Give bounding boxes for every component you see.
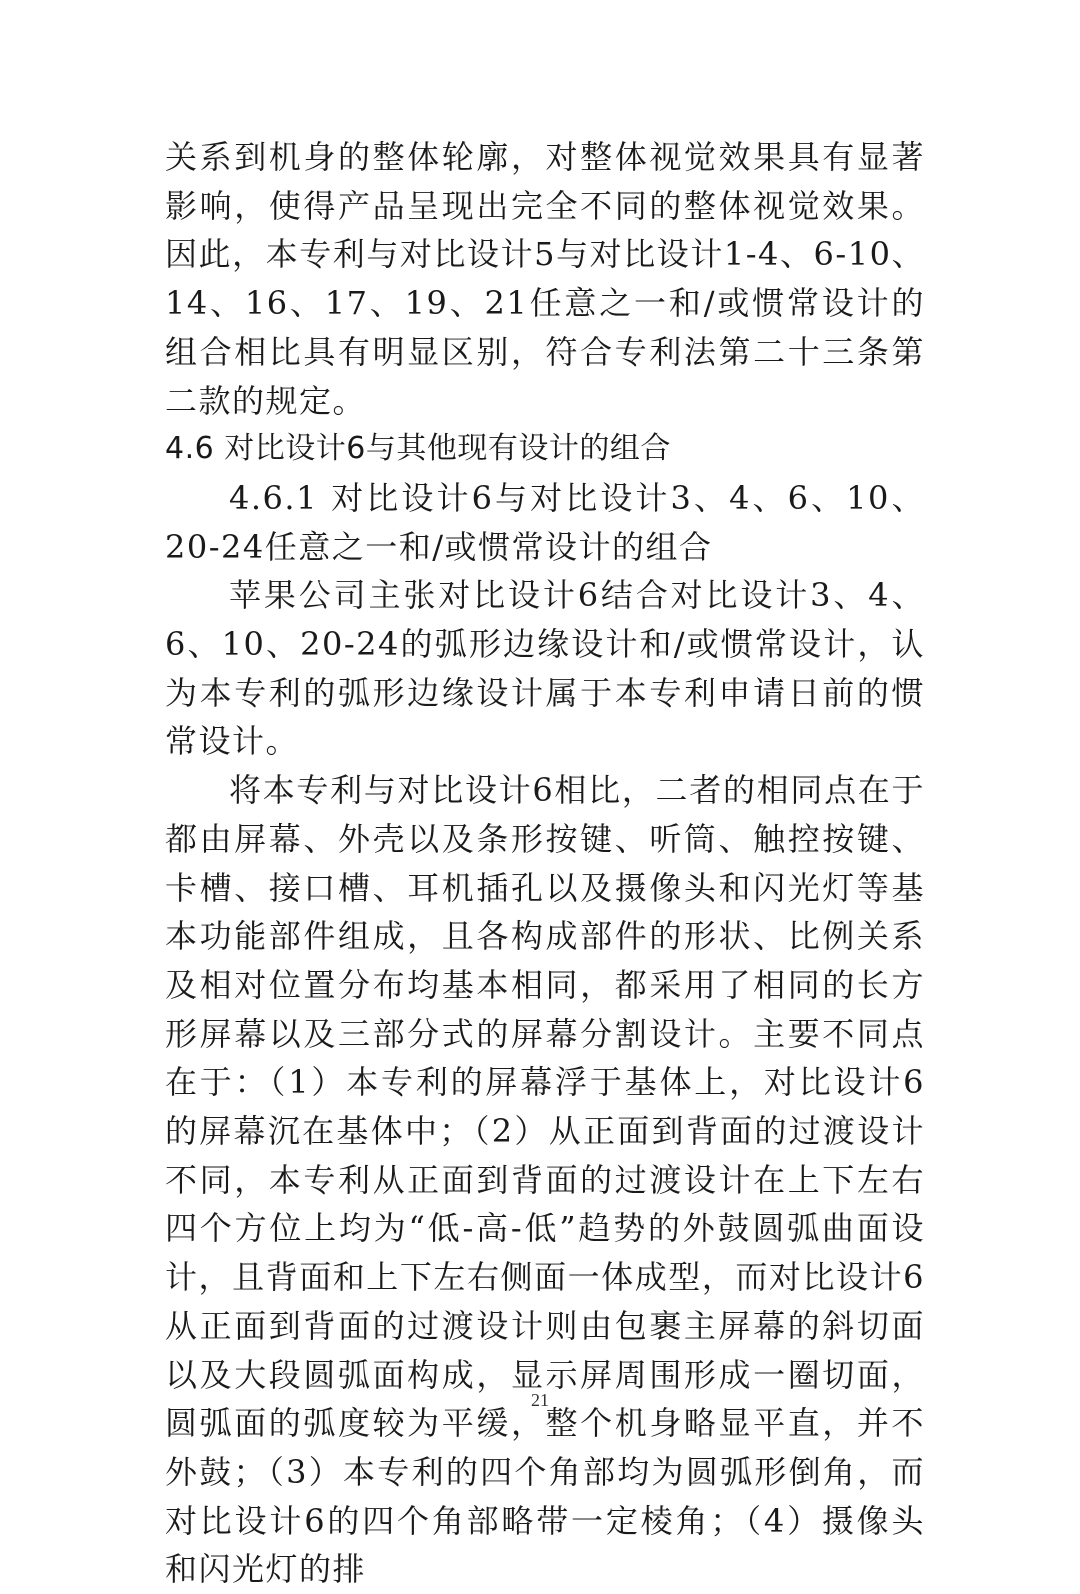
paragraph-apple-claim: 苹果公司主张对比设计6结合对比设计3、4、6、10、20-24的弧形边缘设计和/或惯常设计，认为本专利的弧形边缘设计属于本专利申请日前的惯常设计。 <box>165 576 925 761</box>
paragraph-continuation: 关系到机身的整体轮廓，对整体视觉效果具有显著影响，使得产品呈现出完全不同的整体视觉效果。因此，本专利与对比设计5与对比设计1-4、6-10、14、16、17、19、21任意之一和/或惯常设计的组合相比具有明显区别，符合专利法第二十三条第二款的规定。 <box>165 138 925 420</box>
page-number: 21 <box>531 1390 549 1410</box>
section-heading-4-6: 4.6 对比设计6与其他现有设计的组合 <box>165 431 671 467</box>
subsection-heading-4-6-1: 4.6.1 对比设计6与对比设计3、4、6、10、20-24任意之一和/或惯常设计的组合 <box>165 478 925 566</box>
paragraph-comparison: 将本专利与对比设计6相比，二者的相同点在于都由屏幕、外壳以及条形按键、听筒、触控按键、卡槽、接口槽、耳机插孔以及摄像头和闪光灯等基本功能部件组成，且各构成部件的形状、比例关系及相对位置分布均基本相同，都采用了相同的长方形屏幕以及三部分式的屏幕分割设计。主要不同点在于：（1）本专利的屏幕浮于基体上，对比设计6的屏幕沉在基体中；（2）从正面到背面的过渡设计不同，本专利从正面到背面的过渡设计在上下左右四个方位上均为“低-高-低”趋势的外鼓圆弧曲面设计，且背面和上下左右侧面一体成型，而对比设计6从正面到背面的过渡设计则由包裹主屏幕的斜切面以及大段圆弧面构成，显示屏周围形成一圈切面，圆弧面的弧度较为平缓，整个机身略显平直，并不外鼓；（3）本专利的四个角部均为圆弧形倒角，而对比设计6的四个角部略带一定棱角；（4）摄像头和闪光灯的排 <box>165 771 925 1589</box>
document-body <box>165 133 925 1594</box>
